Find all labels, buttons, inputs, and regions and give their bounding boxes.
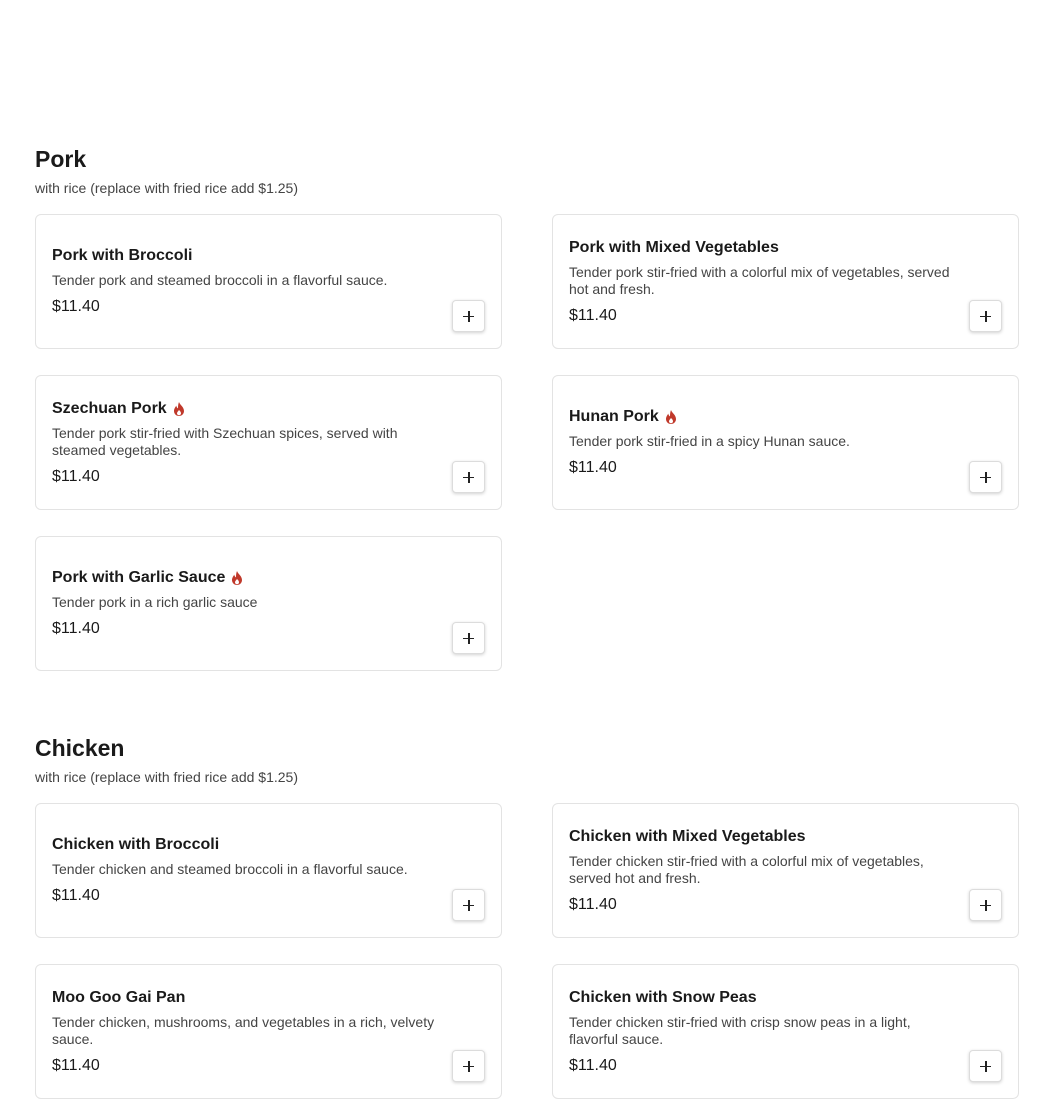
item-name: Chicken with Snow Peas [569,988,757,1006]
section-title: Pork [35,146,87,172]
item-name: Hunan Pork [569,407,958,427]
flame-icon [665,410,677,424]
plus-icon [463,1061,474,1072]
item-description: Tender pork in a rich garlic sauce [52,594,258,610]
item-price: $11.40 [569,459,617,476]
add-to-cart-button[interactable] [452,300,485,332]
item-description: Tender chicken, mushrooms, and vegetables in a rich, velvety sauce. [52,1013,435,1047]
plus-icon [980,900,991,911]
plus-icon [463,633,474,644]
plus-icon [980,311,991,322]
plus-icon [463,311,474,322]
item-description: Tender pork stir-fried with Szechuan spices, served with steamed vegetables. [52,424,398,458]
item-description: Tender chicken and steamed broccoli in a flavorful sauce. [52,861,408,877]
section-subtitle: with rice (replace with fried rice add $1.25) [35,180,299,196]
item-description: Tender chicken stir-fried with crisp snow peas in a light, flavorful sauce. [569,1013,911,1047]
section-subtitle: with rice (replace with fried rice add $1.25) [35,769,299,785]
add-to-cart-button[interactable] [452,889,485,921]
item-name: Pork with Mixed Vegetables [569,238,779,256]
add-to-cart-button[interactable] [452,461,485,493]
menu-item-card[interactable] [35,214,502,349]
plus-icon [463,900,474,911]
add-to-cart-button[interactable] [969,461,1002,493]
item-description: Tender pork and steamed broccoli in a flavorful sauce. [52,272,388,288]
item-name: Chicken with Mixed Vegetables [569,827,806,845]
plus-icon [463,472,474,483]
item-name: Moo Goo Gai Pan [52,988,186,1006]
item-price: $11.40 [569,895,617,913]
menu-item-card[interactable] [35,536,502,671]
item-price: $11.40 [52,467,100,485]
menu-item-card[interactable] [552,375,1019,510]
flame-icon [231,571,243,585]
item-name: Szechuan Pork [52,399,441,419]
item-description: Tender pork stir-fried in a spicy Hunan sauce. [569,433,850,449]
add-to-cart-button[interactable] [969,300,1002,332]
item-name: Pork with Garlic Sauce [52,568,441,588]
menu-item-card[interactable] [552,214,1019,349]
add-to-cart-button[interactable] [452,622,485,654]
item-price: $11.40 [52,298,100,315]
item-name: Pork with Broccoli [52,247,193,264]
item-price: $11.40 [569,1056,617,1074]
menu-item-card[interactable] [35,803,502,938]
item-price: $11.40 [569,306,617,324]
menu-item-card[interactable] [552,803,1019,938]
add-to-cart-button[interactable] [969,889,1002,921]
menu-item-card[interactable] [552,964,1019,1099]
item-name: Chicken with Broccoli [52,836,220,853]
menu-section-chicken [35,734,1021,1074]
add-to-cart-button[interactable] [452,1050,485,1082]
item-description: Tender chicken stir-fried with a colorful mix of vegetables, served hot and fresh. [569,852,924,886]
section-title: Chicken [35,735,125,761]
item-price: $11.40 [52,887,100,904]
plus-icon [980,1061,991,1072]
menu-section-pork [35,145,1021,637]
item-price: $11.40 [52,1056,100,1074]
item-price: $11.40 [52,620,100,637]
flame-icon [173,402,185,416]
menu-item-card[interactable] [35,375,502,510]
menu-item-card[interactable] [35,964,502,1099]
item-description: Tender pork stir-fried with a colorful mix of vegetables, served hot and fresh. [569,263,950,297]
plus-icon [980,472,991,483]
add-to-cart-button[interactable] [969,1050,1002,1082]
